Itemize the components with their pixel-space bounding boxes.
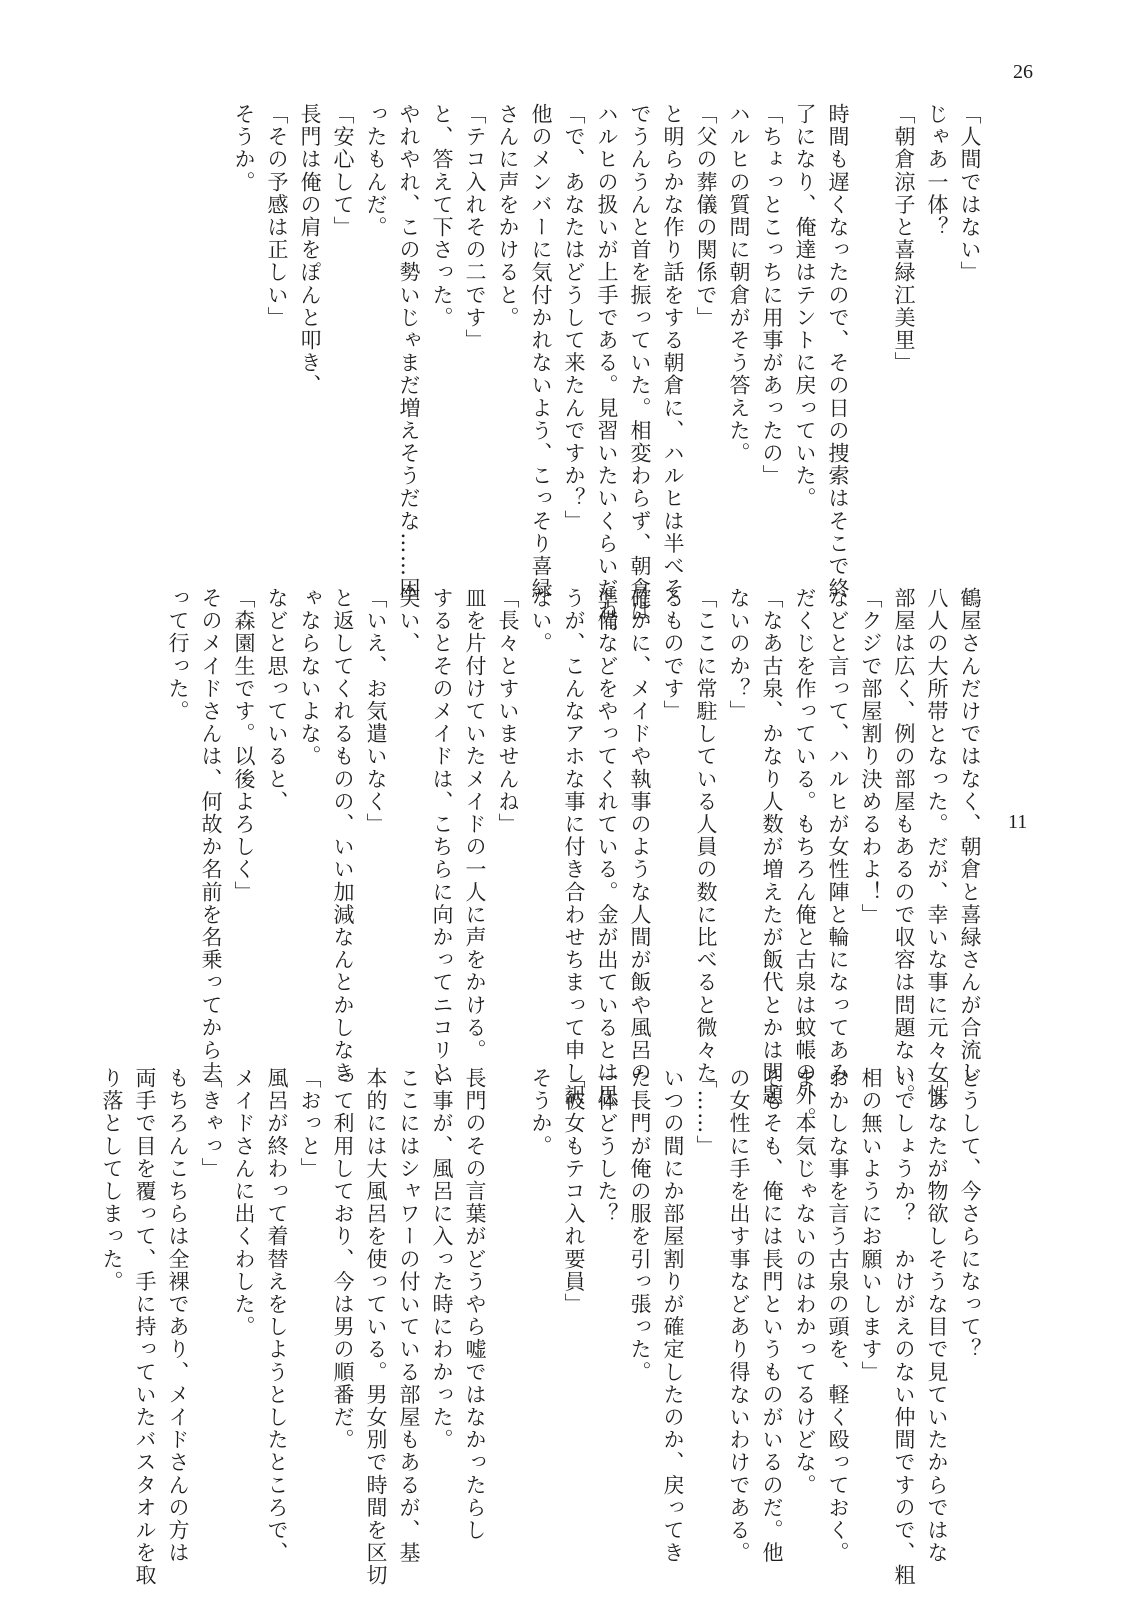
text-line: 部屋は広く、例の部屋もあるので収容は問題ない。 — [892, 587, 916, 1107]
text-line: いつの間にか部屋割りが確定したのか、戻ってき — [661, 1067, 685, 1565]
text-line: 「で、あなたはどうして来たんですか？」 — [562, 103, 586, 533]
text-line: 「森園生です。以後よろしく」 — [232, 587, 256, 904]
text-line: そうか。 — [529, 1067, 553, 1158]
text-line: 「いえ、お気遣いなく」 — [364, 587, 388, 836]
text-line: さんに声をかけると。 — [496, 103, 520, 329]
text-line: 「なあ古泉、かなり人数が増えたが飯代とかは問題 — [760, 587, 784, 1107]
text-line: 笑い、 — [397, 587, 421, 655]
text-line: ないのか？」 — [727, 587, 751, 723]
text-line: じゃあ一体？ — [925, 103, 949, 239]
text-line: ゃならないよな。 — [298, 587, 322, 768]
text-line: でうんうんと首を振っていた。相変わらず、朝倉は — [628, 103, 652, 623]
text-line: 「人間ではない」 — [958, 103, 982, 284]
page-number-26: 26 — [1013, 61, 1033, 83]
text-line: 時間も遅くなったので、その日の捜索はそこで終 — [826, 103, 850, 601]
text-line: ハルヒの扱いが上手である。見習いたいくらいだね。 — [595, 103, 619, 646]
text-line: 「その予感は正しい」 — [265, 103, 289, 329]
text-line: そもそも、俺には長門というものがいるのだ。他 — [760, 1067, 784, 1565]
text-line: るものです」 — [661, 587, 685, 723]
text-line: ない。 — [529, 587, 553, 655]
text-line: と返してくれるものの、いい加減なんとかしなき — [331, 587, 355, 1085]
text-line: 「朝倉涼子と喜緑江美里」 — [892, 103, 916, 375]
text-line: 風呂が終わって着替えをしようとしたところで、 — [265, 1067, 289, 1565]
text-line: 「彼女もテコ入れ要員」 — [562, 1067, 586, 1316]
text-line: と明らかな作り話をする朝倉に、ハルヒは半べそ — [661, 103, 685, 601]
text-line: もちろんこちらは全裸であり、メイドさんの方は — [166, 1067, 190, 1565]
text-line: 「長々とすいませんね」 — [496, 587, 520, 836]
text-line: り落としてしまった。 — [100, 1067, 124, 1293]
text-line: そのメイドさんは、何故か名前を名乗ってから去 — [199, 587, 223, 1085]
text-line: 鶴屋さんだけではなく、朝倉と喜緑さんが合流し — [958, 587, 982, 1085]
text-line: メイドさんに出くわした。 — [232, 1067, 256, 1339]
text-line: ま、本気じゃないのはわかってるけどな。 — [793, 1067, 817, 1497]
text-line: 両手で目を覆って、手に持っていたバスタオルを取 — [133, 1067, 157, 1587]
text-line: って行った。 — [166, 587, 190, 723]
text-line: 本的には大風呂を使っている。男女別で時間を区切 — [364, 1067, 388, 1587]
text-line: うが、こんなアホな事に付き合わせちまって申し訳 — [562, 587, 586, 1107]
text-line: だくじを作っている。もちろん俺と古泉は蚊帳の外。 — [793, 587, 817, 1130]
text-line: 「父の葬儀の関係で」 — [694, 103, 718, 329]
text-line: 一体どうした？ — [595, 1067, 619, 1226]
text-line: 「安心して」 — [331, 103, 355, 239]
text-line: 「きゃっ」 — [199, 1067, 223, 1180]
text-line: ったもんだ。 — [364, 103, 388, 239]
text-line: などと思っていると、 — [265, 587, 289, 813]
text-line: 八人の大所帯となった。だが、幸いな事に元々女性 — [925, 587, 949, 1107]
text-block-bottom — [95, 1067, 986, 1587]
text-line — [491, 1067, 524, 1537]
text-line: 確かに、メイドや執事のような人間が飯や風呂の — [628, 587, 652, 1085]
text-line: するとそのメイドは、こちらに向かってニコリと — [430, 587, 454, 1085]
text-line: 「クジで部屋割り決めるわよ！」 — [859, 587, 883, 926]
text-line: 「おっと」 — [298, 1067, 322, 1180]
text-line — [854, 103, 887, 573]
text-line: 皿を片付けていたメイドの一人に声をかける。 — [463, 587, 487, 1062]
text-line: ハルヒの質問に朝倉がそう答えた。 — [727, 103, 751, 465]
text-line: などと言って、ハルヒが女性陣と輪になってあみ — [826, 587, 850, 1085]
text-line: 準備などをやってくれている。金が出ているとは思 — [595, 587, 619, 1107]
text-line: 長門のその言葉がどうやら嘘ではなかったらし — [463, 1067, 487, 1542]
text-line: 「……」 — [694, 1067, 718, 1158]
text-line: 相の無いようにお願いします」 — [859, 1067, 883, 1384]
text-line: と、答えて下さった。 — [430, 103, 454, 329]
text-line: 了になり、俺達はテントに戻っていた。 — [793, 103, 817, 510]
text-line: いでしょうか？ かけがえのない仲間ですので、粗 — [892, 1067, 916, 1587]
text-line: 「あなたが物欲しそうな目で見ていたからではな — [925, 1067, 949, 1565]
text-line: の女性に手を出す事などあり得ないわけである。 — [727, 1067, 751, 1565]
text-line: 「ちょっとこっちに用事があったの」 — [760, 103, 784, 488]
text-line: 長門は俺の肩をぽんと叩き、 — [298, 103, 322, 397]
text-line: どうして、今さらになって？ — [958, 1067, 982, 1361]
text-line: ここにはシャワーの付いている部屋もあるが、基 — [397, 1067, 421, 1565]
text-line: って利用しており、今は男の順番だ。 — [331, 1067, 355, 1452]
page-number-11: 11 — [1008, 811, 1028, 833]
text-line: 「テコ入れその二です」 — [463, 103, 487, 352]
text-line: 他のメンバーに気付かれないよう、こっそり喜緑 — [529, 103, 553, 601]
text-line: やれやれ、この勢いじゃまだ増えそうだな……困 — [397, 103, 421, 601]
text-line: い事が、風呂に入った時にわかった。 — [430, 1067, 454, 1452]
text-line: 「ここに常駐している人員の数に比べると微々た — [694, 587, 718, 1085]
text-line: そうか。 — [232, 103, 256, 194]
text-line: た長門が俺の服を引っ張った。 — [628, 1067, 652, 1384]
text-line: おかしな事を言う古泉の頭を、軽く殴っておく。 — [826, 1067, 850, 1565]
